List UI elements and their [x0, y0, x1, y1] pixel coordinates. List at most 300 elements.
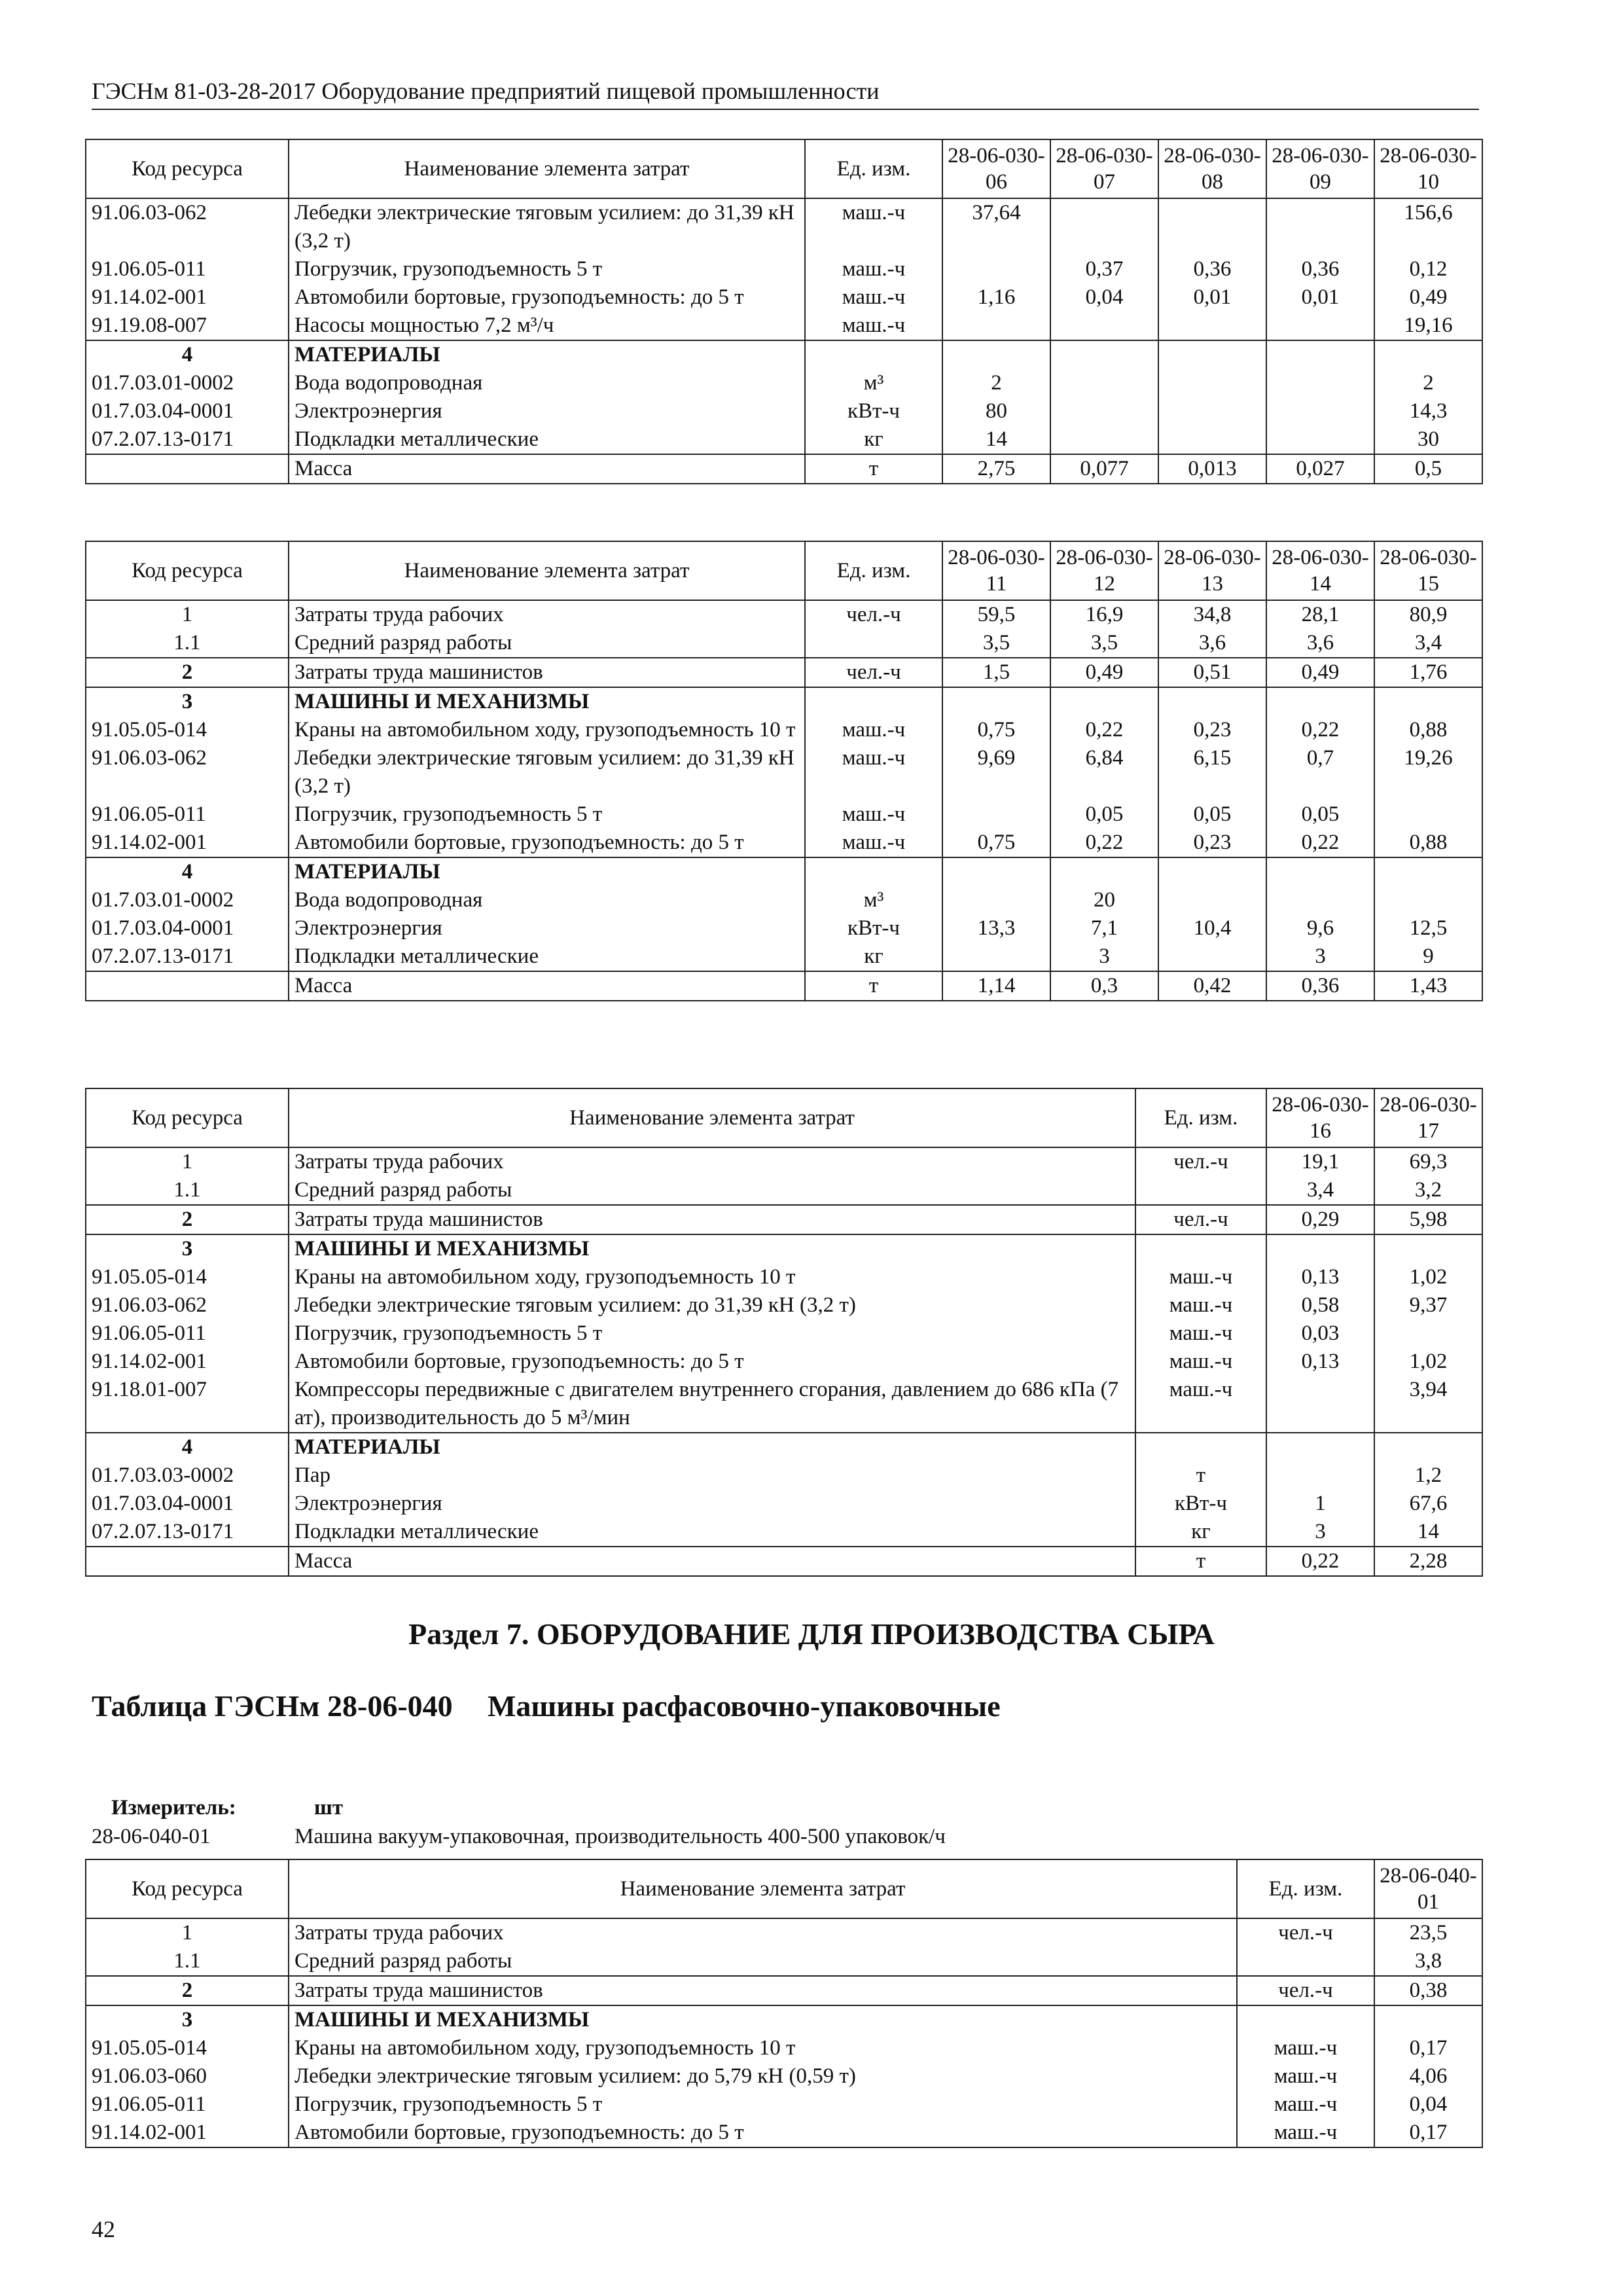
- resource-code: 01.7.03.04-0001: [86, 1490, 289, 1518]
- resource-unit: чел.-ч: [1135, 1205, 1266, 1234]
- resource-code: 1.1: [86, 1176, 289, 1205]
- resource-name: Затраты труда рабочих: [289, 1918, 1237, 1947]
- resource-name: МАШИНЫ И МЕХАНИЗМЫ: [289, 687, 805, 716]
- resource-name: Лебедки электрические тяговым усилием: до 31,39 кН (3,2 т): [289, 1291, 1135, 1319]
- resource-value: [1158, 369, 1266, 397]
- resource-name: Автомобили бортовые, грузоподъемность: до 5 т: [289, 283, 805, 312]
- table-row: [86, 1291, 1482, 1319]
- measure-code: 28-06-040-01: [92, 1825, 211, 1848]
- header-code: Код ресурса: [86, 541, 289, 600]
- resource-unit: [1237, 1947, 1374, 1976]
- resource-code: 91.06.05-011: [86, 2090, 289, 2119]
- table-row: [86, 914, 1482, 942]
- resource-value: 59,5: [942, 600, 1050, 629]
- resource-value: [1266, 340, 1374, 369]
- resource-value: 1,16: [942, 283, 1050, 312]
- resource-name: Затраты труда машинистов: [289, 1976, 1237, 2005]
- resource-value: [1158, 942, 1266, 971]
- resource-value: 0,88: [1374, 716, 1482, 744]
- header-unit: Ед. изм.: [805, 139, 942, 198]
- resource-code: 1: [86, 1147, 289, 1176]
- resource-unit: маш.-ч: [805, 198, 942, 255]
- resource-value: 1,43: [1374, 971, 1482, 1001]
- resource-value: [1374, 800, 1482, 829]
- resource-table-4: [85, 1859, 1482, 2148]
- resource-code: 4: [86, 857, 289, 886]
- resource-name: МАТЕРИАЛЫ: [289, 857, 805, 886]
- resource-name: Затраты труда рабочих: [289, 600, 805, 629]
- header-norm-code: 28-06-030-10: [1374, 139, 1482, 198]
- resource-value: 0,03: [1266, 1319, 1374, 1348]
- resource-code: 91.18.01-007: [86, 1376, 289, 1433]
- header-norm-code: 28-06-030-08: [1158, 139, 1266, 198]
- resource-value: [1050, 340, 1158, 369]
- resource-value: [1050, 397, 1158, 425]
- resource-value: 0,22: [1050, 716, 1158, 744]
- resource-unit: [805, 687, 942, 716]
- resource-value: 0,22: [1266, 829, 1374, 857]
- header-norm-code: 28-06-030-14: [1266, 541, 1374, 600]
- table-row: [86, 1462, 1482, 1490]
- resource-code: 07.2.07.13-0171: [86, 425, 289, 454]
- resource-value: 0,23: [1158, 829, 1266, 857]
- resource-unit: кг: [1135, 1518, 1266, 1547]
- resource-value: [1374, 857, 1482, 886]
- resource-unit: кВт-ч: [805, 914, 942, 942]
- resource-value: 0,36: [1158, 255, 1266, 283]
- resource-value: 13,3: [942, 914, 1050, 942]
- resource-value: [1266, 312, 1374, 340]
- resource-value: 0,75: [942, 716, 1050, 744]
- resource-value: 0,13: [1266, 1348, 1374, 1376]
- resource-value: 3,5: [1050, 629, 1158, 658]
- resource-code: 91.05.05-014: [86, 2034, 289, 2062]
- table-row: [86, 744, 1482, 800]
- table-row: [86, 255, 1482, 283]
- resource-unit: [1135, 1176, 1266, 1205]
- resource-value: [1050, 687, 1158, 716]
- resource-code: 07.2.07.13-0171: [86, 942, 289, 971]
- resource-value: 9,6: [1266, 914, 1374, 942]
- resource-value: 10,4: [1158, 914, 1266, 942]
- header-norm-code: 28-06-030-07: [1050, 139, 1158, 198]
- header-code: Код ресурса: [86, 139, 289, 198]
- resource-code: 3: [86, 687, 289, 716]
- measure-block: [92, 1793, 946, 1851]
- resource-value: 3,5: [942, 629, 1050, 658]
- header-unit: Ед. изм.: [1237, 1859, 1374, 1918]
- resource-unit: маш.-ч: [805, 800, 942, 829]
- resource-table: [85, 1859, 1483, 2148]
- table-header-row: [86, 541, 1482, 600]
- resource-value: 156,6: [1374, 198, 1482, 255]
- resource-value: [1050, 198, 1158, 255]
- resource-unit: чел.-ч: [1237, 1918, 1374, 1947]
- resource-value: [1050, 857, 1158, 886]
- resource-value: 67,6: [1374, 1490, 1482, 1518]
- resource-value: [942, 255, 1050, 283]
- header-norm-code: 28-06-030-13: [1158, 541, 1266, 600]
- table-row: [86, 1205, 1482, 1234]
- table-row: [86, 629, 1482, 658]
- table-header-row: [86, 139, 1482, 198]
- resource-code: 91.19.08-007: [86, 312, 289, 340]
- table-row: [86, 716, 1482, 744]
- resource-unit: т: [805, 971, 942, 1001]
- resource-value: 3,4: [1374, 629, 1482, 658]
- resource-name: Электроэнергия: [289, 1490, 1135, 1518]
- resource-table: [85, 1088, 1483, 1577]
- resource-value: 1,76: [1374, 658, 1482, 687]
- resource-value: [1158, 312, 1266, 340]
- resource-value: 2: [942, 369, 1050, 397]
- resource-unit: маш.-ч: [805, 829, 942, 857]
- resource-value: 14: [1374, 1518, 1482, 1547]
- resource-value: 19,16: [1374, 312, 1482, 340]
- table-row: [86, 397, 1482, 425]
- table-row: [86, 2119, 1482, 2147]
- table-header-row: [86, 1859, 1482, 1918]
- resource-value: [1266, 1433, 1374, 1462]
- header-norm-code: 28-06-030-06: [942, 139, 1050, 198]
- resource-value: 0,04: [1050, 283, 1158, 312]
- resource-unit: чел.-ч: [805, 600, 942, 629]
- resource-value: 28,1: [1266, 600, 1374, 629]
- resource-name: МАШИНЫ И МЕХАНИЗМЫ: [289, 2005, 1237, 2034]
- measure-description: Машина вакуум-упаковочная, производительность 400-500 упаковок/ч: [294, 1825, 946, 1848]
- resource-unit: кг: [805, 425, 942, 454]
- resource-name: Масса: [289, 971, 805, 1001]
- resource-code: 91.06.03-060: [86, 2062, 289, 2090]
- resource-code: 91.06.03-062: [86, 744, 289, 800]
- table-row: [86, 1376, 1482, 1433]
- resource-name: Погрузчик, грузоподъемность 5 т: [289, 2090, 1237, 2119]
- resource-code: 2: [86, 658, 289, 687]
- resource-value: [1158, 425, 1266, 454]
- resource-code: 3: [86, 1234, 289, 1263]
- resource-value: 1,2: [1374, 1462, 1482, 1490]
- table-row: [86, 1433, 1482, 1462]
- resource-unit: м³: [805, 886, 942, 914]
- resource-value: [1266, 857, 1374, 886]
- resource-code: 1: [86, 1918, 289, 1947]
- resource-code: 91.06.03-062: [86, 198, 289, 255]
- resource-unit: маш.-ч: [1135, 1376, 1266, 1433]
- resource-name: Подкладки металлические: [289, 425, 805, 454]
- resource-value: [1266, 369, 1374, 397]
- table-row: [86, 1518, 1482, 1547]
- resource-value: 34,8: [1158, 600, 1266, 629]
- resource-unit: маш.-ч: [1237, 2090, 1374, 2119]
- resource-name: Компрессоры передвижные с двигателем внутреннего сгорания, давлением до 686 кПа (7 ат), производительность до 5 м³/мин: [289, 1376, 1135, 1433]
- resource-table-2: [85, 541, 1482, 1001]
- header-code: Код ресурса: [86, 1859, 289, 1918]
- page-header: ГЭСНм 81-03-28-2017 Оборудование предприятий пищевой промышленности: [92, 77, 1479, 110]
- resource-code: [86, 1547, 289, 1576]
- resource-value: [942, 340, 1050, 369]
- resource-unit: [1135, 1433, 1266, 1462]
- resource-value: [1374, 1234, 1482, 1263]
- header-norm-code: 28-06-030-12: [1050, 541, 1158, 600]
- resource-value: 4,06: [1374, 2062, 1482, 2090]
- resource-name: Подкладки металлические: [289, 942, 805, 971]
- resource-value: [942, 857, 1050, 886]
- resource-name: Насосы мощностью 7,2 м³/ч: [289, 312, 805, 340]
- resource-value: 14,3: [1374, 397, 1482, 425]
- resource-value: 1,02: [1374, 1263, 1482, 1291]
- resource-value: 69,3: [1374, 1147, 1482, 1176]
- header-name: Наименование элемента затрат: [289, 541, 805, 600]
- table-row: [86, 312, 1482, 340]
- resource-value: 3,8: [1374, 1947, 1482, 1976]
- resource-code: 91.14.02-001: [86, 283, 289, 312]
- resource-name: Электроэнергия: [289, 397, 805, 425]
- resource-name: Лебедки электрические тяговым усилием: до 5,79 кН (0,59 т): [289, 2062, 1237, 2090]
- resource-value: [942, 800, 1050, 829]
- resource-unit: т: [1135, 1462, 1266, 1490]
- resource-value: [942, 886, 1050, 914]
- resource-value: 9,37: [1374, 1291, 1482, 1319]
- resource-code: 91.06.03-062: [86, 1291, 289, 1319]
- resource-value: [1266, 886, 1374, 914]
- table-row: [86, 942, 1482, 971]
- resource-code: 91.06.05-011: [86, 1319, 289, 1348]
- resource-code: 01.7.03.04-0001: [86, 914, 289, 942]
- resource-value: [1158, 198, 1266, 255]
- resource-value: 0,12: [1374, 255, 1482, 283]
- resource-value: 2,28: [1374, 1547, 1482, 1576]
- table-row: [86, 1976, 1482, 2005]
- resource-value: 3,6: [1266, 629, 1374, 658]
- resource-unit: маш.-ч: [1237, 2119, 1374, 2147]
- resource-value: 6,15: [1158, 744, 1266, 800]
- resource-value: 37,64: [942, 198, 1050, 255]
- resource-code: 1: [86, 600, 289, 629]
- table-row: [86, 2005, 1482, 2034]
- resource-unit: т: [805, 454, 942, 484]
- resource-code: [86, 454, 289, 484]
- resource-value: [1374, 687, 1482, 716]
- resource-value: [1266, 397, 1374, 425]
- table-row: [86, 425, 1482, 454]
- resource-code: 4: [86, 340, 289, 369]
- resource-value: 9: [1374, 942, 1482, 971]
- resource-value: 1: [1266, 1490, 1374, 1518]
- resource-value: [942, 687, 1050, 716]
- header-code: Код ресурса: [86, 1088, 289, 1147]
- resource-value: 3,6: [1158, 629, 1266, 658]
- resource-name: Краны на автомобильном ходу, грузоподъемность 10 т: [289, 1263, 1135, 1291]
- resource-name: Затраты труда машинистов: [289, 1205, 1135, 1234]
- resource-code: 01.7.03.01-0002: [86, 886, 289, 914]
- resource-value: 9,69: [942, 744, 1050, 800]
- table-row: [86, 687, 1482, 716]
- resource-value: 23,5: [1374, 1918, 1482, 1947]
- resource-value: 0,49: [1266, 658, 1374, 687]
- table-row: [86, 1234, 1482, 1263]
- table-row: [86, 1490, 1482, 1518]
- resource-value: 0,22: [1266, 716, 1374, 744]
- measure-label: Измеритель:: [111, 1796, 236, 1820]
- resource-value: [1050, 425, 1158, 454]
- table-row: [86, 658, 1482, 687]
- resource-code: 3: [86, 2005, 289, 2034]
- resource-table: [85, 139, 1483, 484]
- section-title: Раздел 7. ОБОРУДОВАНИЕ ДЛЯ ПРОИЗВОДСТВА СЫРА: [408, 1617, 1215, 1651]
- resource-code: 1.1: [86, 1947, 289, 1976]
- resource-value: 80,9: [1374, 600, 1482, 629]
- resource-value: 0,7: [1266, 744, 1374, 800]
- resource-value: [1158, 687, 1266, 716]
- resource-name: Погрузчик, грузоподъемность 5 т: [289, 800, 805, 829]
- resource-name: Подкладки металлические: [289, 1518, 1135, 1547]
- table-label: Таблица ГЭСНм 28-06-040: [92, 1689, 453, 1723]
- resource-name: Масса: [289, 454, 805, 484]
- resource-value: 6,84: [1050, 744, 1158, 800]
- table-row: [86, 1263, 1482, 1291]
- resource-value: 0,013: [1158, 454, 1266, 484]
- resource-code: [86, 971, 289, 1001]
- resource-value: [1158, 397, 1266, 425]
- resource-value: 20: [1050, 886, 1158, 914]
- resource-value: 3: [1266, 942, 1374, 971]
- table-row: [86, 886, 1482, 914]
- resource-unit: маш.-ч: [1237, 2034, 1374, 2062]
- resource-name: Лебедки электрические тяговым усилием: до 31,39 кН (3,2 т): [289, 198, 805, 255]
- resource-name: Средний разряд работы: [289, 1176, 1135, 1205]
- resource-value: 0,17: [1374, 2034, 1482, 2062]
- resource-name: Погрузчик, грузоподъемность 5 т: [289, 1319, 1135, 1348]
- resource-value: 80: [942, 397, 1050, 425]
- resource-value: [1374, 1433, 1482, 1462]
- resource-value: 0,88: [1374, 829, 1482, 857]
- resource-name: МАТЕРИАЛЫ: [289, 340, 805, 369]
- resource-value: 0,75: [942, 829, 1050, 857]
- resource-value: 0,5: [1374, 454, 1482, 484]
- page-number: 42: [92, 2216, 115, 2242]
- mass-row: [86, 971, 1482, 1001]
- resource-value: [1374, 886, 1482, 914]
- resource-unit: маш.-ч: [805, 744, 942, 800]
- resource-code: 91.06.05-011: [86, 800, 289, 829]
- resource-value: [1374, 1319, 1482, 1348]
- resource-name: Вода водопроводная: [289, 886, 805, 914]
- resource-value: 0,58: [1266, 1291, 1374, 1319]
- resource-value: 0,36: [1266, 255, 1374, 283]
- resource-code: 91.14.02-001: [86, 2119, 289, 2147]
- resource-value: [1050, 369, 1158, 397]
- resource-value: 0,027: [1266, 454, 1374, 484]
- resource-name: Краны на автомобильном ходу, грузоподъемность 10 т: [289, 2034, 1237, 2062]
- header-unit: Ед. изм.: [1135, 1088, 1266, 1147]
- header-norm-code: 28-06-030-16: [1266, 1088, 1374, 1147]
- resource-code: 1.1: [86, 629, 289, 658]
- table-row: [86, 800, 1482, 829]
- resource-value: 5,98: [1374, 1205, 1482, 1234]
- header-unit: Ед. изм.: [805, 541, 942, 600]
- resource-value: 0,22: [1050, 829, 1158, 857]
- mass-row: [86, 1547, 1482, 1576]
- resource-name: Средний разряд работы: [289, 1947, 1237, 1976]
- resource-value: 3,2: [1374, 1176, 1482, 1205]
- resource-unit: т: [1135, 1547, 1266, 1576]
- resource-value: [1050, 312, 1158, 340]
- header-name: Наименование элемента затрат: [289, 1088, 1135, 1147]
- resource-value: [942, 312, 1050, 340]
- resource-name: Средний разряд работы: [289, 629, 805, 658]
- resource-code: 01.7.03.03-0002: [86, 1462, 289, 1490]
- resource-value: [1266, 1462, 1374, 1490]
- resource-value: [1266, 1376, 1374, 1433]
- resource-code: 91.14.02-001: [86, 1348, 289, 1376]
- resource-name: Автомобили бортовые, грузоподъемность: до 5 т: [289, 829, 805, 857]
- table-row: [86, 2062, 1482, 2090]
- table-row: [86, 829, 1482, 857]
- resource-unit: чел.-ч: [805, 658, 942, 687]
- resource-name: Затраты труда машинистов: [289, 658, 805, 687]
- header-norm-code: 28-06-040-01: [1374, 1859, 1482, 1918]
- table-row: [86, 1147, 1482, 1176]
- resource-unit: маш.-ч: [1135, 1319, 1266, 1348]
- resource-code: 01.7.03.04-0001: [86, 397, 289, 425]
- table-row: [86, 369, 1482, 397]
- header-norm-code: 28-06-030-17: [1374, 1088, 1482, 1147]
- resource-unit: кВт-ч: [1135, 1490, 1266, 1518]
- resource-value: 0,04: [1374, 2090, 1482, 2119]
- table-row: [86, 600, 1482, 629]
- resource-value: [1266, 1234, 1374, 1263]
- table-row: [86, 283, 1482, 312]
- resource-unit: маш.-ч: [805, 255, 942, 283]
- resource-name: Краны на автомобильном ходу, грузоподъемность 10 т: [289, 716, 805, 744]
- resource-unit: маш.-ч: [1135, 1263, 1266, 1291]
- resource-code: 91.05.05-014: [86, 716, 289, 744]
- mass-row: [86, 454, 1482, 484]
- resource-name: МАТЕРИАЛЫ: [289, 1433, 1135, 1462]
- resource-value: [1374, 340, 1482, 369]
- resource-value: 0,05: [1050, 800, 1158, 829]
- resource-unit: [805, 340, 942, 369]
- resource-unit: маш.-ч: [1237, 2062, 1374, 2090]
- table-row: [86, 340, 1482, 369]
- header-name: Наименование элемента затрат: [289, 139, 805, 198]
- resource-name: Масса: [289, 1547, 1135, 1576]
- table-row: [86, 1918, 1482, 1947]
- resource-unit: [1135, 1234, 1266, 1263]
- resource-unit: чел.-ч: [1135, 1147, 1266, 1176]
- resource-unit: маш.-ч: [805, 312, 942, 340]
- resource-value: [1158, 857, 1266, 886]
- resource-value: 0,05: [1158, 800, 1266, 829]
- resource-value: 0,37: [1050, 255, 1158, 283]
- resource-name: Вода водопроводная: [289, 369, 805, 397]
- resource-value: 0,13: [1266, 1263, 1374, 1291]
- resource-value: 14: [942, 425, 1050, 454]
- resource-value: 0,22: [1266, 1547, 1374, 1576]
- resource-value: 2: [1374, 369, 1482, 397]
- table-row: [86, 1176, 1482, 1205]
- resource-value: 1,5: [942, 658, 1050, 687]
- resource-code: 4: [86, 1433, 289, 1462]
- resource-value: 3,4: [1266, 1176, 1374, 1205]
- resource-value: 7,1: [1050, 914, 1158, 942]
- resource-value: 3: [1266, 1518, 1374, 1547]
- resource-value: 0,49: [1050, 658, 1158, 687]
- resource-value: [1374, 2005, 1482, 2034]
- resource-unit: маш.-ч: [1135, 1348, 1266, 1376]
- resource-value: 3: [1050, 942, 1158, 971]
- resource-unit: маш.-ч: [805, 283, 942, 312]
